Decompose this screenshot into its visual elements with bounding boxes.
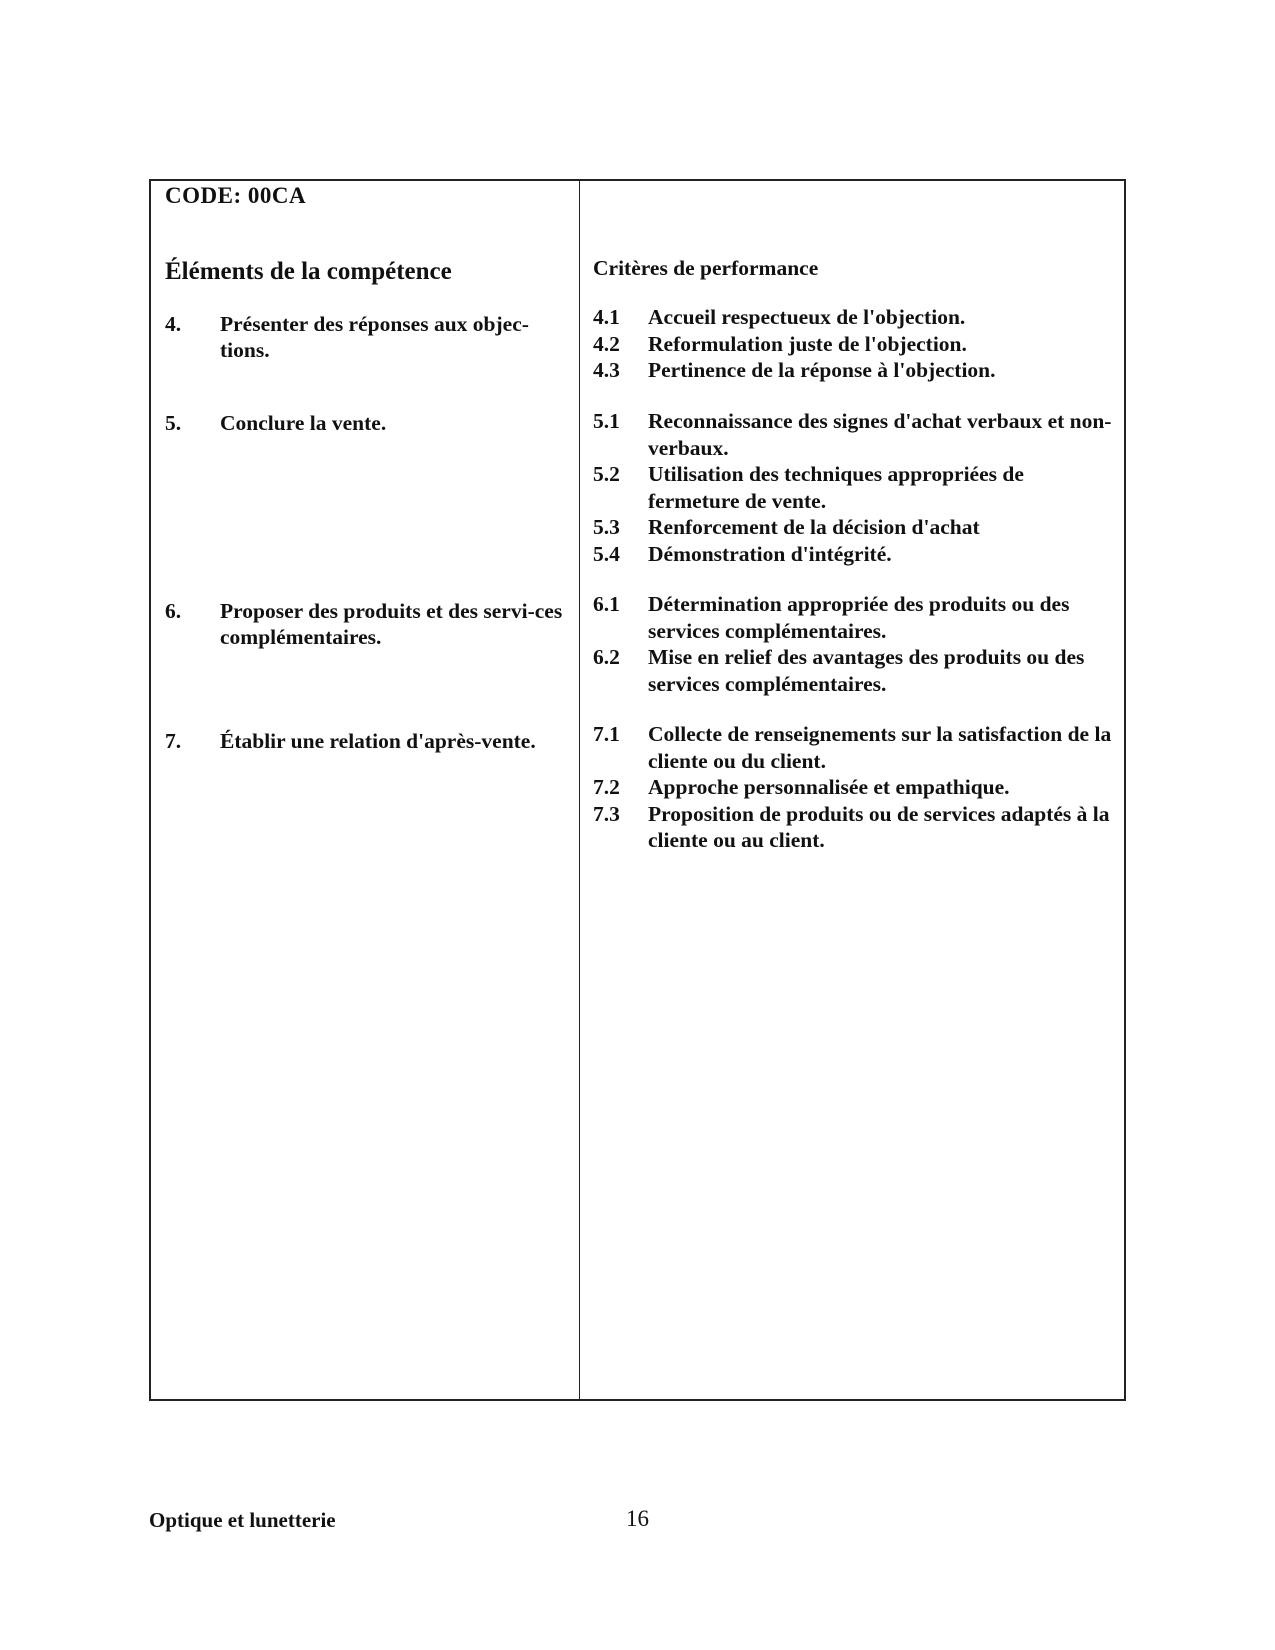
criterion-text: Utilisation des techniques appropriées de fermeture de vente.	[648, 462, 1024, 513]
criterion-text: Collecte de renseignements sur la satisfaction de la cliente ou du client.	[648, 722, 1112, 773]
criterion-item	[593, 514, 1113, 541]
criterion-item	[593, 331, 1113, 358]
criterion-number: 5.4	[593, 541, 620, 566]
criterion-number: 5.1	[593, 409, 620, 433]
element-item	[165, 598, 565, 650]
criterion-text: Détermination appropriée des produits ou des services complémentaires.	[648, 592, 1070, 643]
criterion-number: 4.3	[593, 358, 620, 382]
column-divider	[579, 181, 580, 1399]
footer-program-name: Optique et lunetterie	[149, 1508, 336, 1532]
criterion-number: 6.1	[593, 592, 620, 616]
criterion-item	[593, 801, 1113, 854]
element-item	[165, 311, 565, 363]
criteria-group	[593, 304, 1113, 384]
criterion-text: Reformulation juste de l'objection.	[648, 331, 967, 356]
criterion-item	[593, 461, 1113, 514]
criterion-item	[593, 304, 1113, 331]
element-text: Conclure la vente.	[220, 411, 387, 435]
criterion-number: 5.3	[593, 515, 620, 539]
code-label: CODE: 00CA	[165, 183, 307, 208]
criteria-group	[593, 591, 1113, 697]
criterion-item	[593, 721, 1113, 774]
element-text: Présenter des réponses aux objec-tions.	[220, 312, 529, 362]
criterion-number: 7.1	[593, 722, 620, 746]
element-text: Proposer des produits et des servi-ces complémentaires.	[220, 599, 563, 649]
element-item	[165, 728, 565, 754]
criterion-number: 6.2	[593, 645, 620, 669]
element-number: 7.	[165, 729, 182, 753]
criterion-number: 5.2	[593, 462, 620, 486]
criterion-text: Démonstration d'intégrité.	[648, 541, 892, 566]
criterion-number: 4.1	[593, 305, 620, 329]
criterion-item	[593, 591, 1113, 644]
page-number: 16	[626, 1506, 649, 1531]
criterion-item	[593, 541, 1113, 568]
competency-table	[149, 179, 1126, 1401]
criterion-item	[593, 408, 1113, 461]
element-text: Établir une relation d'après-vente.	[220, 729, 536, 753]
criterion-text: Renforcement de la décision d'achat	[648, 515, 980, 539]
criterion-item	[593, 774, 1113, 801]
criteria-group	[593, 721, 1113, 854]
criteria-group	[593, 408, 1113, 567]
element-item	[165, 410, 565, 436]
criterion-number: 7.2	[593, 775, 620, 799]
criterion-text: Approche personnalisée et empathique.	[648, 775, 1010, 799]
criterion-text: Mise en relief des avantages des produits ou des services complémentaires.	[648, 645, 1085, 696]
element-number: 5.	[165, 411, 182, 435]
criterion-number: 7.3	[593, 801, 620, 826]
criterion-text: Pertinence de la réponse à l'objection.	[648, 358, 996, 382]
criterion-text: Proposition de produits ou de services adaptés à la cliente ou au client.	[648, 801, 1110, 852]
criteria-heading: Critères de performance	[593, 256, 819, 280]
criterion-text: Accueil respectueux de l'objection.	[648, 305, 966, 329]
criterion-item	[593, 357, 1113, 384]
criterion-number: 4.2	[593, 331, 620, 356]
elements-heading: Éléments de la compétence	[165, 258, 452, 285]
criterion-item	[593, 644, 1113, 697]
element-number: 4.	[165, 312, 182, 336]
criterion-text: Reconnaissance des signes d'achat verbaux et non-verbaux.	[648, 409, 1112, 460]
element-number: 6.	[165, 599, 182, 623]
